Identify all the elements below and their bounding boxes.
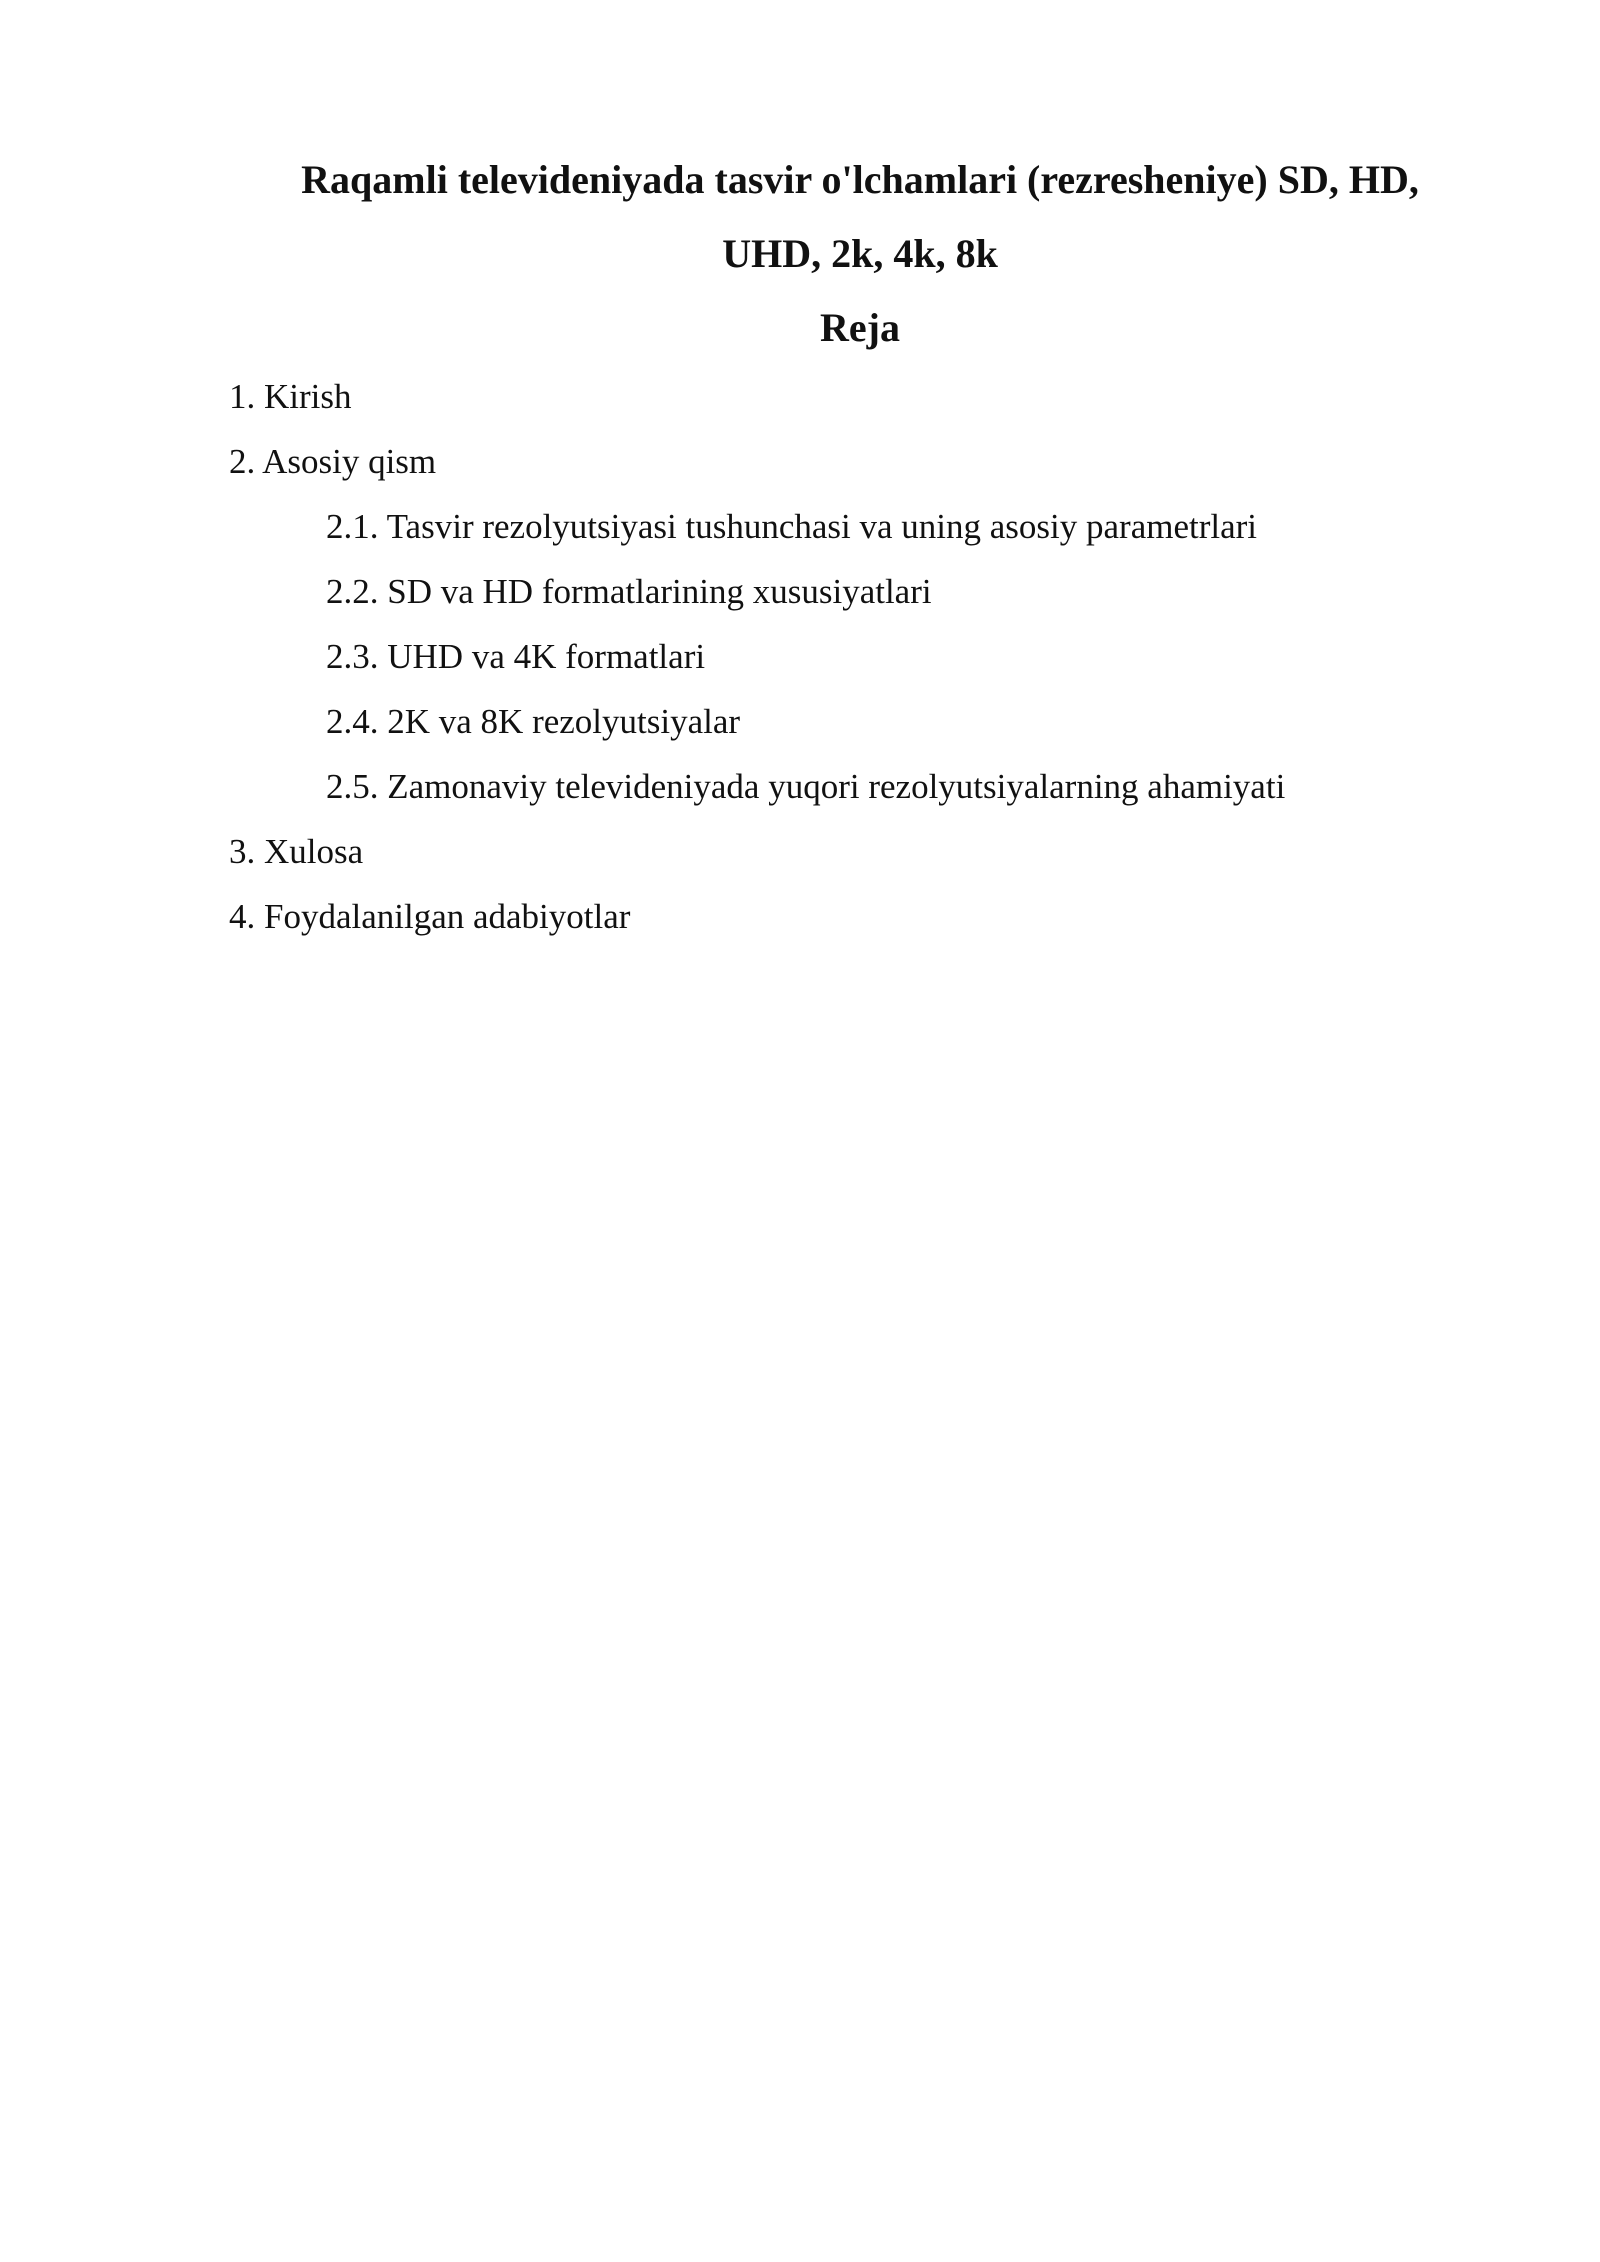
toc-item-number: 2.3. <box>326 637 379 676</box>
toc-item-number: 2.4. <box>326 702 379 741</box>
document-title-line-2: UHD, 2k, 4k, 8k <box>722 231 998 276</box>
toc-item-number: 2. <box>229 442 256 481</box>
toc-item-adabiyotlar <box>229 892 630 942</box>
toc-item-number: 4. <box>229 897 256 936</box>
toc-item-number: 2.1. <box>326 507 379 546</box>
toc-item-text: UHD va 4K formatlari <box>387 637 706 676</box>
toc-subitem-2-2 <box>326 567 932 617</box>
toc-item-text: Zamonaviy televideniyada yuqori rezolyutsiyalarning ahamiyati <box>387 767 1286 806</box>
toc-subitem-2-5 <box>326 762 1285 812</box>
toc-subitem-2-1 <box>326 502 1257 552</box>
document-title-line-1: Raqamli televideniyada tasvir o'lchamlari (rezresheniye) SD, HD, <box>301 157 1419 202</box>
toc-subitem-2-4 <box>326 697 740 747</box>
toc-item-xulosa <box>229 827 363 877</box>
toc-item-text: Asosiy qism <box>262 442 437 481</box>
toc-item-number: 2.2. <box>326 572 379 611</box>
toc-item-number: 2.5. <box>326 767 379 806</box>
toc-item-text: Foydalanilgan adabiyotlar <box>264 897 631 936</box>
toc-item-text: Kirish <box>264 377 352 416</box>
toc-item-text: SD va HD formatlarining xususiyatlari <box>387 572 932 611</box>
toc-item-asosiy-qism <box>229 437 436 487</box>
toc-subitem-2-3 <box>326 632 705 682</box>
toc-item-kirish <box>229 372 352 422</box>
toc-item-text: 2K va 8K rezolyutsiyalar <box>387 702 741 741</box>
toc-item-number: 3. <box>229 832 256 871</box>
toc-item-text: Tasvir rezolyutsiyasi tushunchasi va uning asosiy parametrlari <box>386 507 1258 546</box>
toc-item-number: 1. <box>229 377 256 416</box>
toc-item-text: Xulosa <box>264 832 364 871</box>
plan-heading: Reja <box>820 305 900 350</box>
